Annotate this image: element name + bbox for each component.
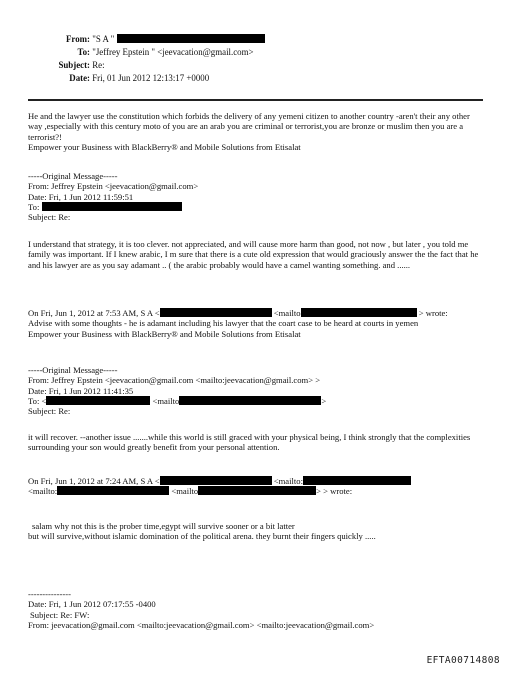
from-value: "S A " bbox=[92, 34, 115, 44]
original-date: Date: Fri, 1 Jun 2012 11:59:51 bbox=[28, 191, 134, 202]
paragraph-4: it will recover. --another issue .......while this world is still graced with your physical being, I think strongly that the complexities surrounding your son would greatly benefit from your personal attention. bbox=[28, 432, 471, 453]
original-subject: Subject: Re: bbox=[28, 212, 71, 223]
redaction-bar bbox=[198, 486, 316, 495]
quote-header-2 bbox=[28, 476, 486, 497]
paragraph-5b: but will survive,without islamic domination of the political arena. they burnt their fingers quickly ..... bbox=[28, 531, 376, 542]
original-subject: Subject: Re: bbox=[28, 406, 71, 417]
signature-1: Empower your Business with BlackBerry® and Mobile Solutions from Etisalat bbox=[28, 141, 301, 152]
message-paragraph bbox=[28, 239, 486, 270]
forwarded-header bbox=[28, 589, 486, 630]
paragraph-5a: salam why not this is the prober time,egypt will survive sooner or a bit latter bbox=[32, 521, 295, 531]
header-divider bbox=[28, 99, 483, 101]
to-value: "Jeffrey Epstein " <jeevacation@gmail.com> bbox=[92, 47, 254, 57]
original-to: To: bbox=[28, 202, 486, 212]
redaction-bar bbox=[46, 396, 150, 405]
redaction-bar bbox=[301, 308, 417, 317]
from-label: From: bbox=[66, 34, 90, 44]
subject-label: Subject: bbox=[58, 60, 90, 70]
paragraph-3: Advise with some thoughts - he is adamant including his lawyer that the coart case to be heard at courts in yemen bbox=[28, 318, 419, 329]
separator-line: --------------- bbox=[28, 589, 71, 599]
date-value: Fri, 01 Jun 2012 12:13:17 +0000 bbox=[92, 73, 210, 83]
original-message-title: -----Original Message----- bbox=[28, 171, 118, 181]
forward-from: From: jeevacation@gmail.com <mailto:jeevacation@gmail.com> <mailto:jeevacation@gmail.com> bbox=[28, 619, 375, 630]
paragraph-1: He and the lawyer use the constitution which forbids the delivery of any yemeni citizen to another country -aren't their any other way ,especially with this century moto of you are an arab you are criminal or terrorist,you are bronze or muslim then you are a terrorist?! bbox=[28, 111, 470, 142]
redaction-bar bbox=[303, 476, 411, 485]
original-from: From: Jeffrey Epstein <jeevacation@gmail.com> bbox=[28, 181, 199, 192]
message-paragraph bbox=[28, 521, 486, 542]
message-paragraph bbox=[28, 432, 486, 453]
forward-subject: Subject: Re: FW: bbox=[30, 609, 90, 620]
original-message-1 bbox=[28, 171, 486, 222]
original-message-title: -----Original Message----- bbox=[28, 365, 118, 375]
header-to bbox=[38, 47, 254, 57]
original-message-2 bbox=[28, 365, 486, 416]
message-paragraph bbox=[28, 111, 486, 152]
redaction-bar bbox=[179, 396, 321, 405]
forward-date: Date: Fri, 1 Jun 2012 07:17:55 -0400 bbox=[28, 599, 156, 610]
redaction-bar bbox=[42, 202, 182, 211]
redaction-bar bbox=[160, 308, 272, 317]
original-date: Date: Fri, 1 Jun 2012 11:41:35 bbox=[28, 385, 134, 396]
original-from: From: Jeffrey Epstein <jeevacation@gmail.com <mailto:jeevacation@gmail.com> > bbox=[28, 375, 321, 386]
quote-line: On Fri, Jun 1, 2012 at 7:24 AM, S A < <mailto: bbox=[28, 476, 486, 486]
header-date bbox=[38, 73, 209, 83]
quote-line: <mailto: <mailto > > wrote: bbox=[28, 486, 353, 497]
header-from bbox=[38, 34, 265, 44]
to-label: To: bbox=[77, 47, 90, 57]
paragraph-2: I understand that strategy, it is too clever. not appreciated, and will cause more harm than good, not now , but later , you told me family was important. If I knew arabic, I m sure that there is a cute old expression that would graciously answer the the fact that he and his lawyer are as you say adamant .. ( the arabic probably would have a camel wanting something. and ...... bbox=[28, 239, 479, 270]
redaction-bar bbox=[117, 34, 265, 43]
date-label: Date: bbox=[69, 73, 90, 83]
quote-header-1 bbox=[28, 308, 486, 339]
header-subject bbox=[38, 60, 105, 70]
subject-value: Re: bbox=[92, 60, 105, 70]
redaction-bar bbox=[160, 476, 272, 485]
bates-number: EFTA00714808 bbox=[426, 654, 500, 666]
quote-line: On Fri, Jun 1, 2012 at 7:53 AM, S A < <mailto > wrote: bbox=[28, 308, 448, 318]
original-to: To: < <mailto > bbox=[28, 395, 327, 406]
signature-2: Empower your Business with BlackBerry® and Mobile Solutions from Etisalat bbox=[28, 328, 301, 339]
redaction-bar bbox=[57, 486, 169, 495]
